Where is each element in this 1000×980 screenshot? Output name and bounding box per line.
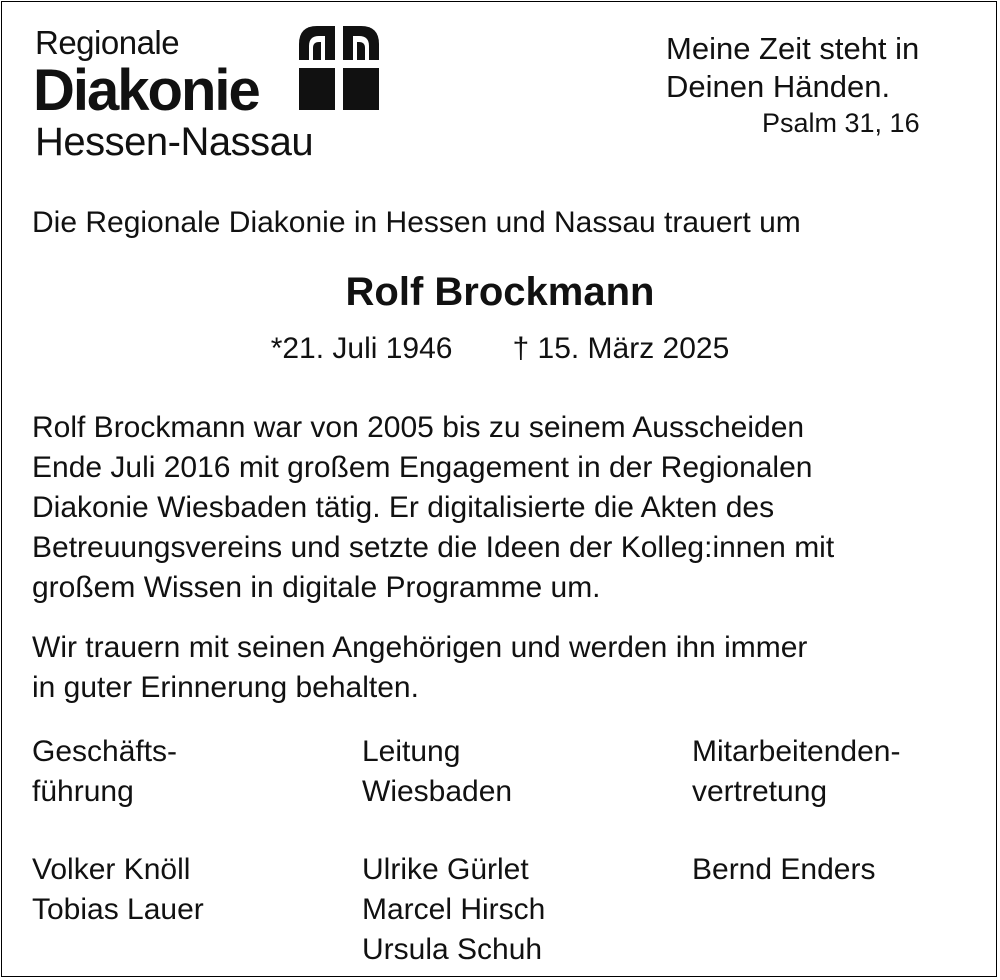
diakonie-logo bbox=[33, 22, 393, 162]
heading-line: vertretung bbox=[692, 775, 828, 808]
psalm-line-2: Deinen Händen. bbox=[666, 69, 891, 104]
signature-names-staff-council bbox=[692, 850, 875, 890]
signatory-name: Volker Knöll bbox=[32, 853, 191, 886]
birth-date: *21. Juli 1946 bbox=[270, 332, 453, 365]
signature-names-management bbox=[32, 850, 204, 930]
signatory-name: Marcel Hirsch bbox=[362, 893, 546, 926]
mourning-line: Wir trauern mit seinen Angehörigen und werden ihn immer bbox=[32, 631, 808, 664]
tribute-line: Rolf Brockmann war von 2005 bis zu seinem Ausscheiden bbox=[32, 411, 805, 444]
heading-line: Mitarbeitenden- bbox=[692, 735, 901, 768]
death-date: † 15. März 2025 bbox=[512, 332, 730, 365]
tribute-line: Betreuungsvereins und setzte die Ideen der Kolleg:innen mit bbox=[32, 531, 835, 564]
psalm-reference: Psalm 31, 16 bbox=[762, 108, 920, 138]
heading-line: führung bbox=[32, 775, 134, 808]
signature-names-leadership bbox=[362, 850, 545, 970]
signature-heading-leadership bbox=[362, 732, 512, 812]
heading-line: Leitung bbox=[362, 735, 461, 768]
signatory-name: Ulrike Gürlet bbox=[362, 853, 529, 886]
tribute-paragraph bbox=[32, 408, 982, 608]
signatory-name: Tobias Lauer bbox=[32, 893, 204, 926]
signature-heading-staff-council bbox=[692, 732, 900, 812]
intro-text: Die Regionale Diakonie in Hessen und Nassau trauert um bbox=[32, 206, 801, 239]
life-dates bbox=[0, 332, 1000, 366]
heading-line: Wiesbaden bbox=[362, 775, 513, 808]
signatory-name: Bernd Enders bbox=[692, 853, 876, 886]
logo-line-regionale: Regionale bbox=[35, 24, 180, 61]
logo-line-hessen-nassau: Hessen-Nassau bbox=[35, 120, 314, 164]
mourning-paragraph bbox=[32, 628, 982, 708]
tribute-line: großem Wissen in digitale Programme um. bbox=[32, 571, 601, 604]
signatory-name: Ursula Schuh bbox=[362, 933, 543, 966]
deceased-name: Rolf Brockmann bbox=[345, 270, 655, 314]
psalm-quote bbox=[666, 30, 919, 106]
tribute-line: Diakonie Wiesbaden tätig. Er digitalisierte die Akten des bbox=[32, 491, 775, 524]
mourning-line: in guter Erinnerung behalten. bbox=[32, 671, 419, 704]
tribute-line: Ende Juli 2016 mit großem Engagement in der Regionalen bbox=[32, 451, 813, 484]
logo-line-diakonie: Diakonie bbox=[33, 58, 259, 123]
heading-line: Geschäfts- bbox=[32, 735, 178, 768]
signature-heading-management bbox=[32, 732, 177, 812]
diakonie-cross-icon bbox=[299, 26, 379, 110]
psalm-line-1: Meine Zeit steht in bbox=[666, 31, 920, 66]
